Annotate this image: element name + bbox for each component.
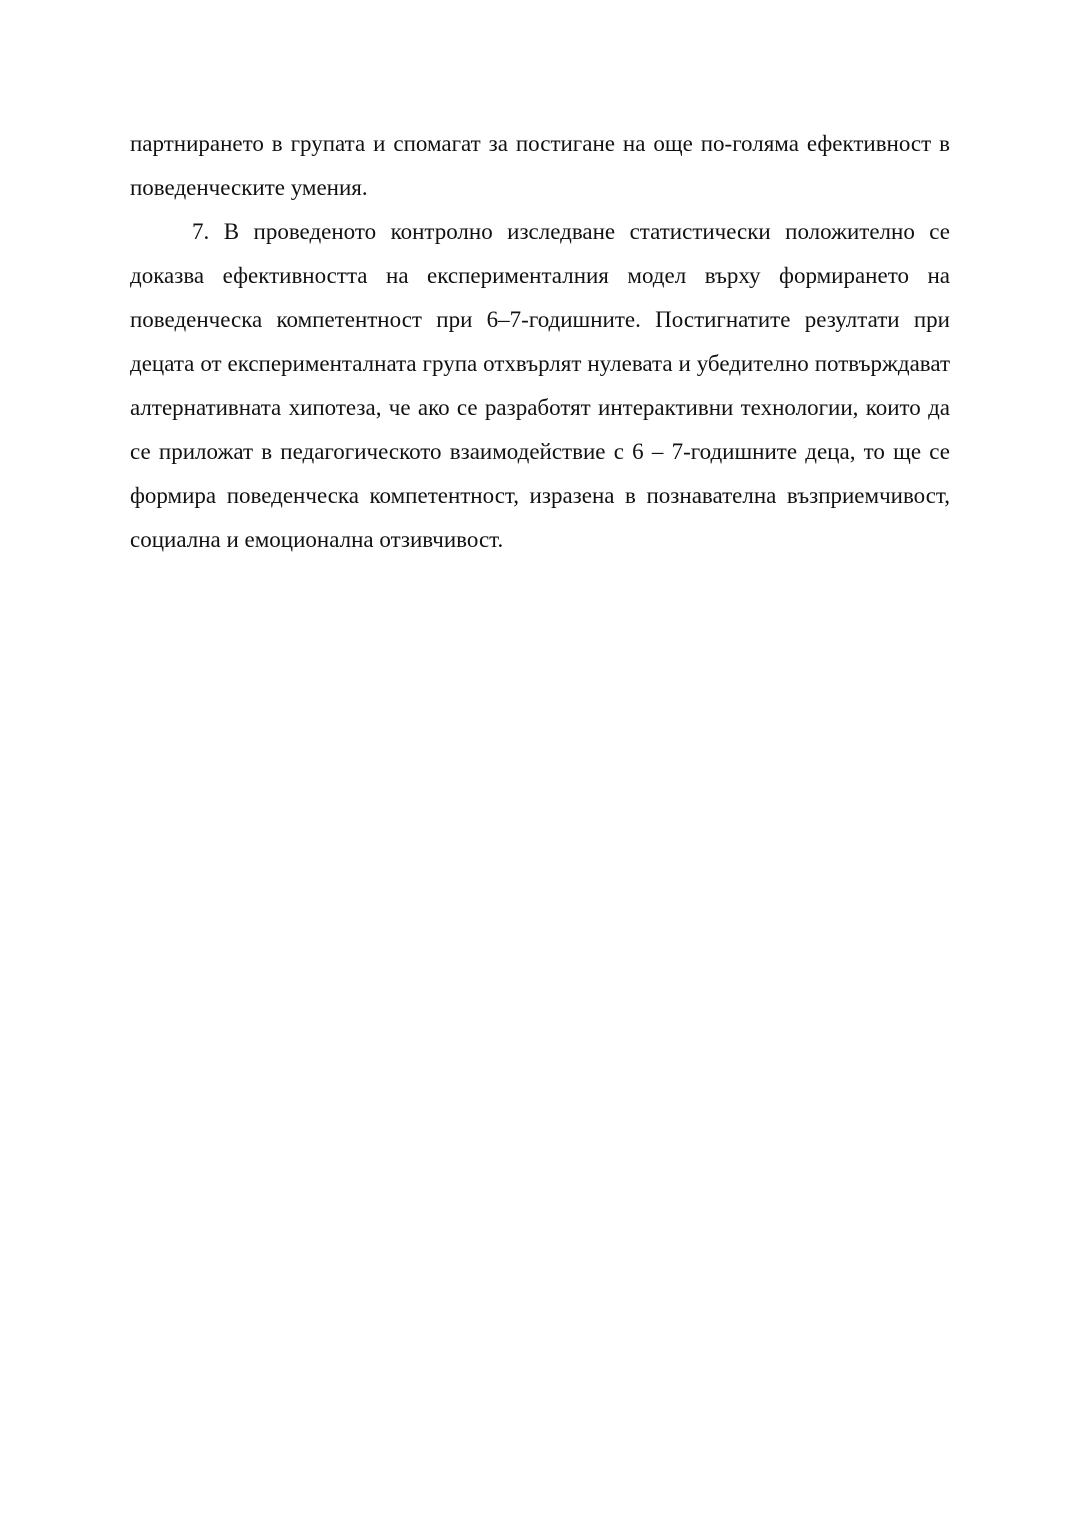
paragraph-continuation: партнирането в групата и спомагат за постигане на още по-голяма ефективност в поведенческите умения. [130, 131, 950, 200]
body-text [130, 122, 950, 562]
paragraph-conclusion-7: 7. В проведеното контролно изследване статистически положително се доказва ефективността на експерименталния модел върху формирането на поведенческа компетентност при 6–7-годишните. Постигнатите резултати при децата от експерименталната група отхвърлят нулевата и убедително потвърждават алтернативната хипотеза, че ако се разработят интерактивни технологии, които да се приложат в педагогическото взаимодействие с 6 – 7-годишните деца, то ще се формира поведенческа компетентност, изразена в познавателна възприемчивост, социална и емоционална отзивчивост. [130, 219, 950, 552]
